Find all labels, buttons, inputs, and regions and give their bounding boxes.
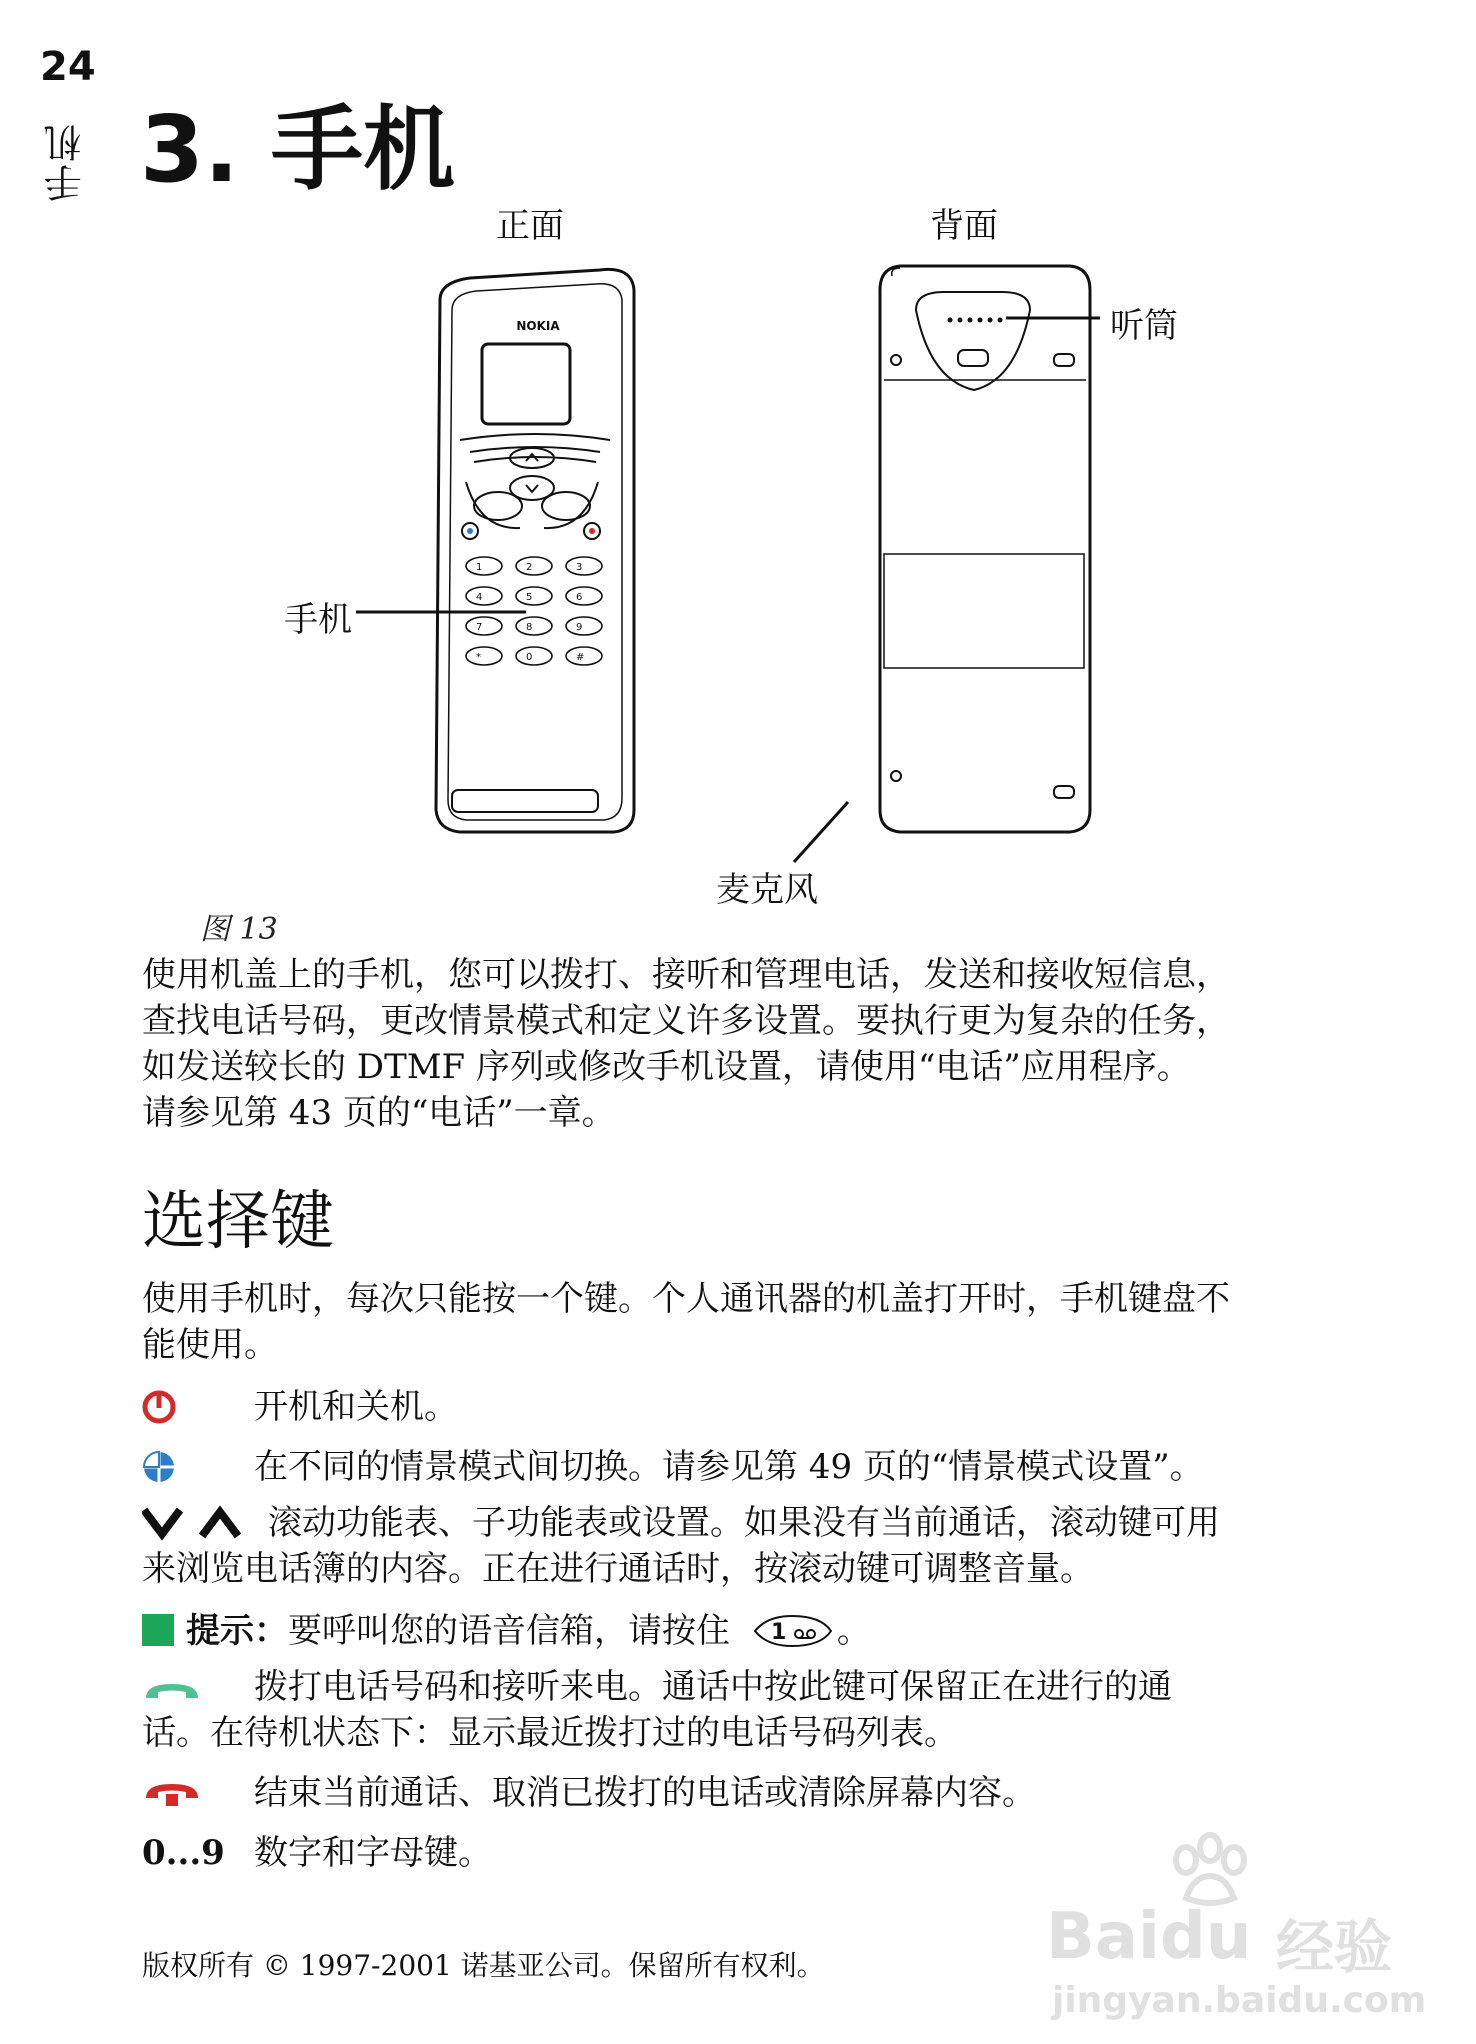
section-heading: 选择键 [142, 1185, 334, 1259]
key-desc-profile: 在不同的情景模式间切换。请参见第 49 页的“情景模式设置”。 [254, 1447, 1204, 1487]
svg-text:8: 8 [526, 622, 533, 633]
power-icon [142, 1384, 222, 1430]
front-phone-body [436, 269, 634, 832]
intro-paragraph [142, 952, 1322, 1136]
front-label: 正面 [496, 206, 564, 246]
key-desc-power: 开机和关机。 [254, 1387, 458, 1427]
voicemail-key-label: 1 [770, 1620, 787, 1645]
key-desc-send-1: 拨打电话号码和接听来电。通话中按此键可保留正在进行的通 [254, 1667, 1172, 1707]
section-intro-line: 使用手机时，每次只能按一个键。个人通讯器的机盖打开时，手机键盘不 [142, 1279, 1230, 1319]
tip-end: 。 [836, 1611, 871, 1651]
scroll-keys-icon [142, 1504, 242, 1542]
profile-icon [142, 1444, 222, 1490]
svg-text:1: 1 [476, 562, 483, 573]
tip-row [142, 1608, 1342, 1654]
svg-text:3: 3 [576, 562, 583, 573]
handset-label: 手机 [284, 600, 352, 640]
tip-text: 要呼叫您的语音信箱，请按住 [288, 1611, 730, 1651]
tip-label: 提示： [186, 1611, 288, 1651]
svg-text:0: 0 [526, 652, 533, 663]
page-title: 3. 手机 [140, 96, 455, 203]
key-desc-scroll-1: 滚动功能表、子功能表或设置。如果没有当前通话，滚动键可用 [268, 1503, 1220, 1543]
send-key-icon [142, 1678, 202, 1702]
copyright-footer: 版权所有 © 1997-2001 诺基亚公司。保留所有权利。 [142, 1949, 825, 1982]
earpiece-label: 听筒 [1110, 306, 1178, 346]
key-desc-end: 结束当前通话、取消已拨打的电话或清除屏幕内容。 [254, 1773, 1036, 1813]
key-desc-numbers: 数字和字母键。 [254, 1833, 492, 1873]
watermark-brand: Baidu [1046, 1900, 1252, 1974]
svg-text:2: 2 [526, 562, 533, 573]
key-row-scroll [142, 1500, 1342, 1592]
section-intro-line: 能使用。 [142, 1325, 278, 1365]
intro-line: 使用机盖上的手机，您可以拨打、接听和管理电话，发送和接收短信息， [142, 955, 1230, 995]
key-desc-send-2: 话。在待机状态下：显示最近拨打过的电话号码列表。 [142, 1713, 958, 1753]
svg-text:9: 9 [576, 622, 583, 633]
svg-text:7: 7 [476, 622, 483, 633]
phone-screen [482, 344, 570, 424]
phone-illustration [0, 0, 1476, 900]
watermark-cn: 经验 [1276, 1913, 1393, 1981]
svg-text:6: 6 [576, 592, 583, 603]
intro-line: 如发送较长的 DTMF 序列或修改手机设置，请使用“电话”应用程序。 [142, 1047, 1191, 1087]
tip-marker [142, 1614, 174, 1646]
intro-line: 查找电话号码，更改情景模式和定义许多设置。要执行更为复杂的任务， [142, 1001, 1230, 1041]
key-desc-scroll-2: 来浏览电话簿的内容。正在进行通话时，按滚动键可调整音量。 [142, 1549, 1094, 1589]
figure-caption: 图 13 [200, 912, 278, 947]
key-row-send [142, 1664, 1342, 1756]
svg-text:4: 4 [476, 592, 483, 603]
mic-label: 麦克风 [716, 870, 818, 910]
svg-text:#: # [576, 652, 585, 663]
number-keys-label: 0...9 [142, 1833, 225, 1873]
side-tab: 手机 [44, 122, 88, 202]
intro-line: 请参见第 43 页的“电话”一章。 [142, 1093, 616, 1133]
voicemail-key-icon [747, 1612, 837, 1650]
end-key-icon [142, 1780, 202, 1808]
page-number: 24 [40, 44, 96, 90]
section-intro [142, 1276, 1322, 1368]
watermark-url: jingyan.baidu.com [1052, 1980, 1427, 2021]
brand-text: NOKIA [516, 319, 560, 333]
svg-text:*: * [476, 652, 481, 663]
back-label: 背面 [930, 206, 998, 246]
svg-text:5: 5 [526, 592, 533, 603]
